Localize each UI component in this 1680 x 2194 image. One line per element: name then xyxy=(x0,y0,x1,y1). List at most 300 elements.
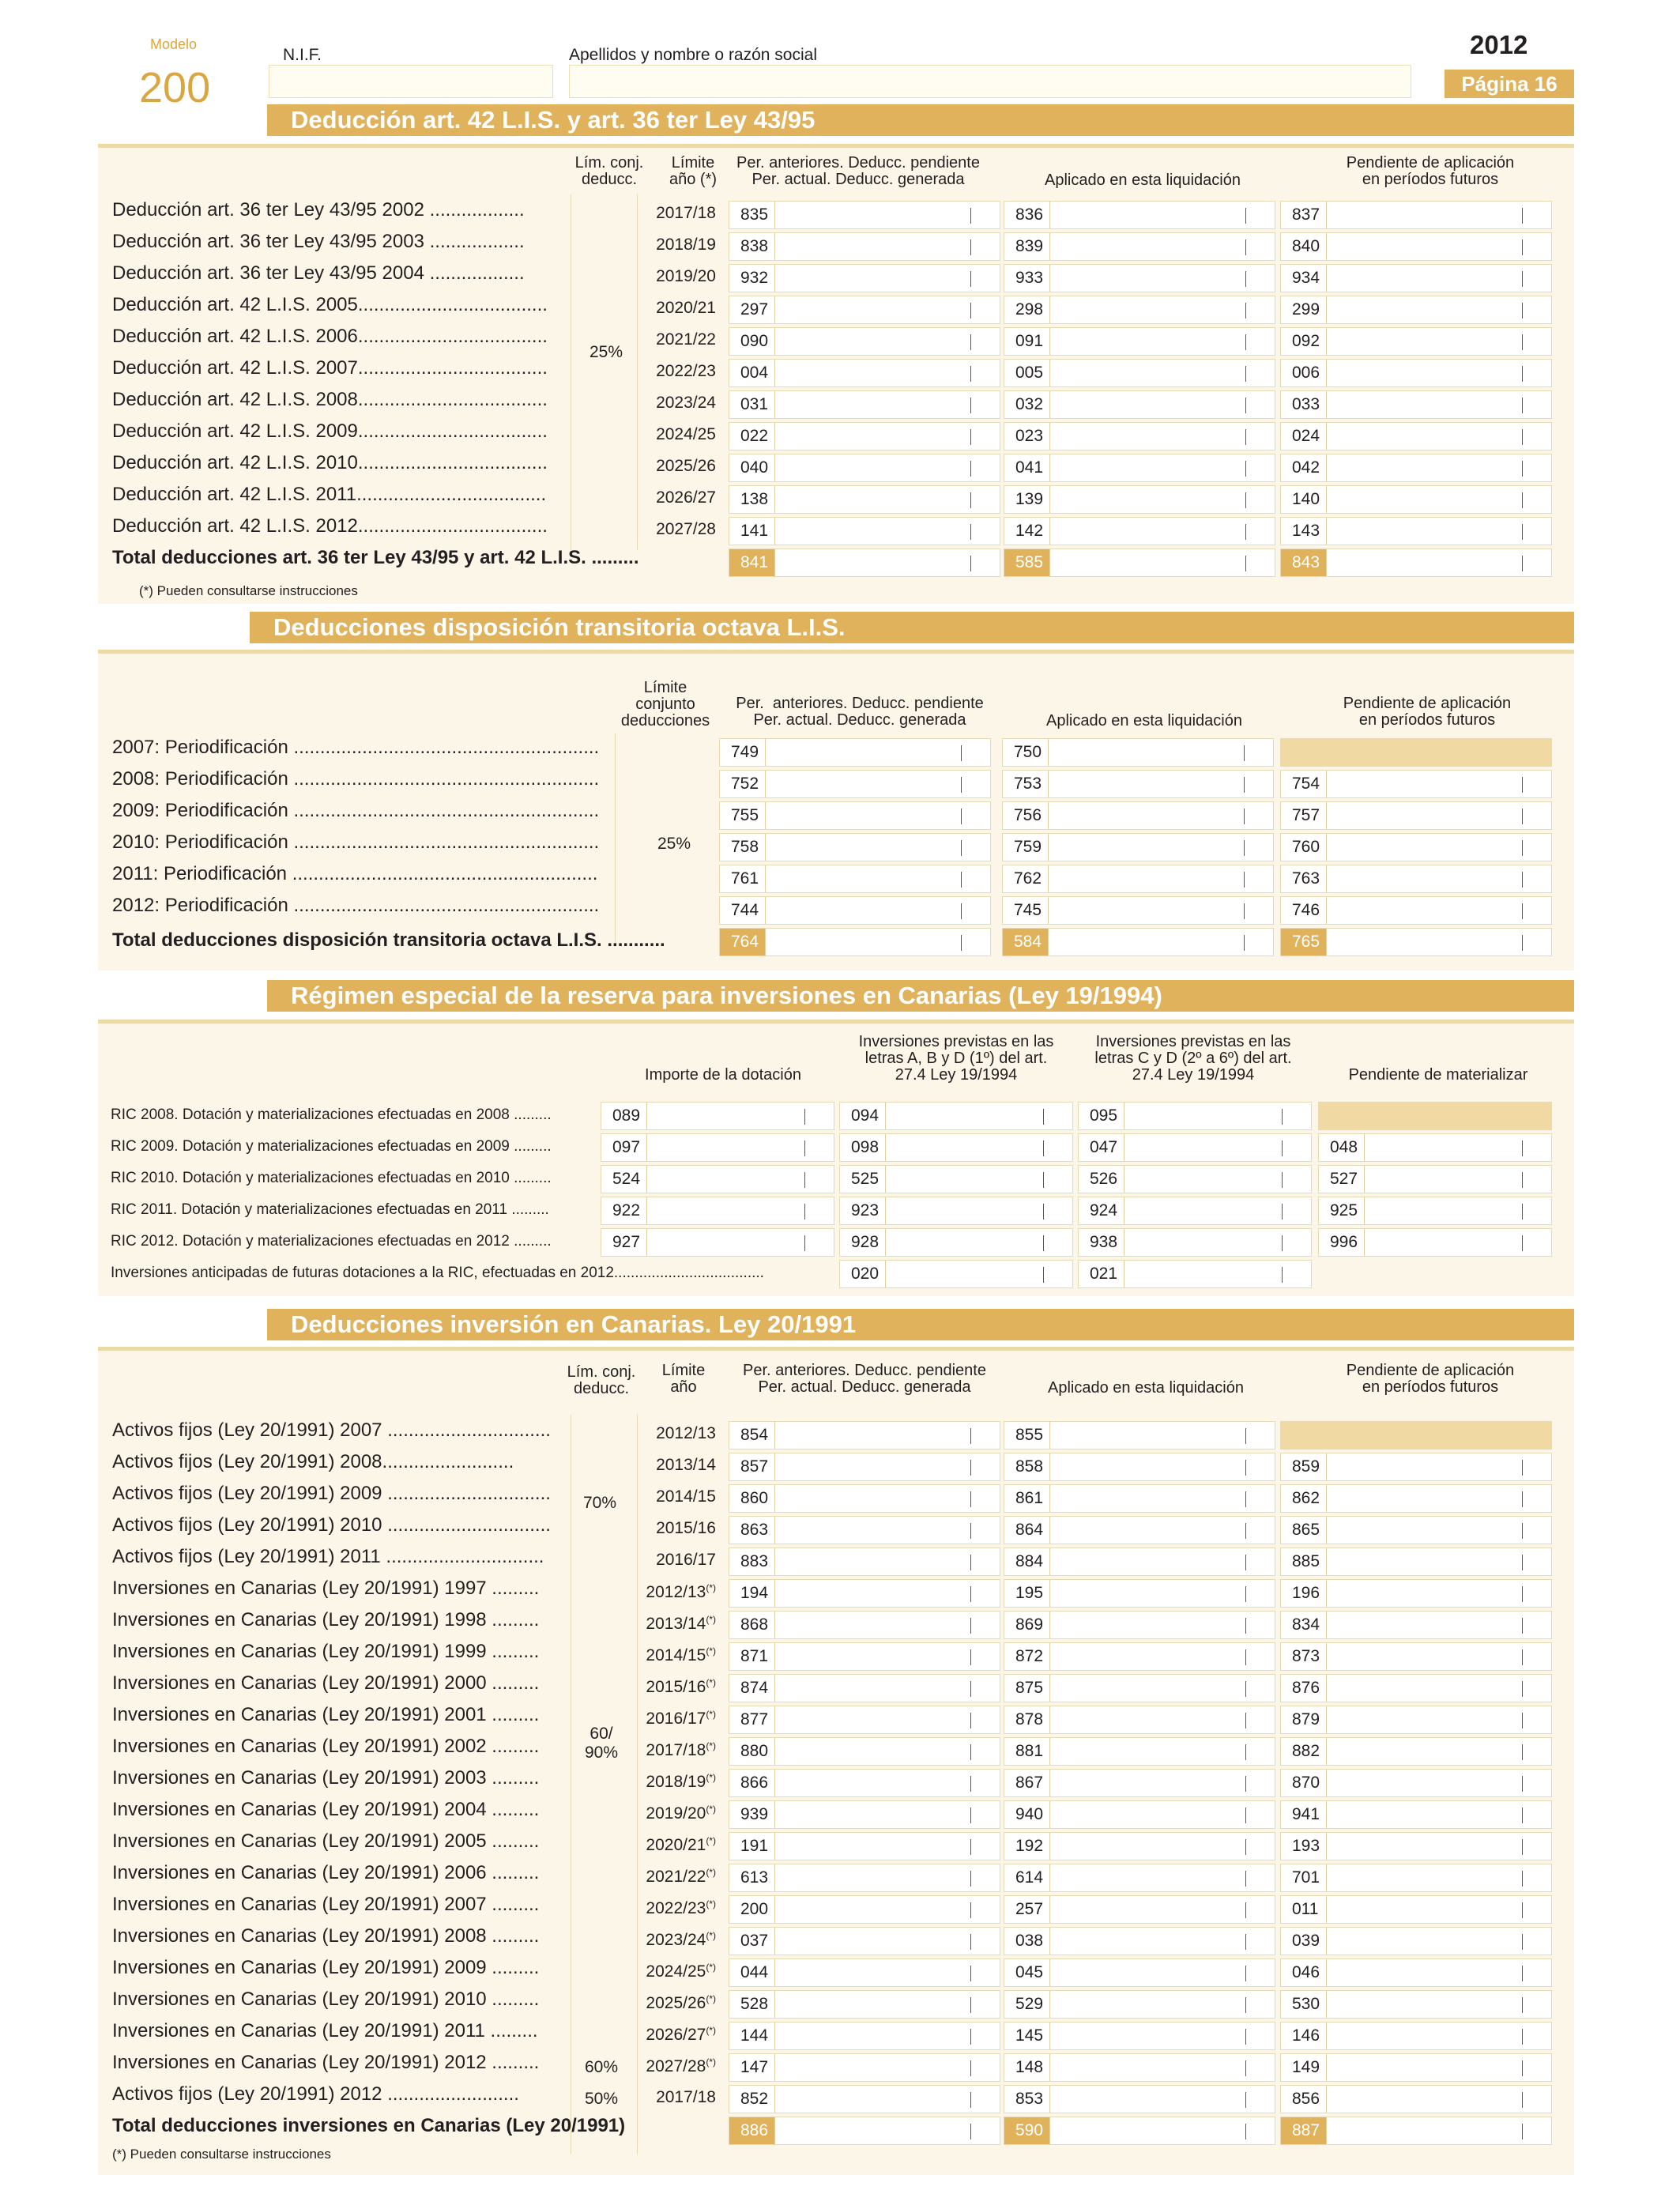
s1-box-c[interactable] xyxy=(1280,327,1552,356)
s2-box-a[interactable] xyxy=(719,801,991,830)
decimal-separator xyxy=(970,1902,971,1918)
box-code: 757 xyxy=(1281,802,1327,829)
box-code: 941 xyxy=(1281,1801,1327,1828)
s1-total-b[interactable] xyxy=(1004,548,1275,577)
box-code: 011 xyxy=(1281,1896,1327,1923)
s1-total-c[interactable] xyxy=(1280,548,1552,577)
box-code: 755 xyxy=(720,802,766,829)
box-code: 763 xyxy=(1281,865,1327,892)
s1-box-b[interactable] xyxy=(1004,232,1275,261)
s3-box-a[interactable] xyxy=(601,1165,834,1193)
year-label: 2012 xyxy=(1470,30,1528,59)
s2-total-c[interactable] xyxy=(1280,928,1552,956)
s1-box-c[interactable] xyxy=(1280,296,1552,324)
s2-box-c[interactable] xyxy=(1280,833,1552,861)
s4-box-c[interactable] xyxy=(1280,1895,1552,1924)
decimal-separator xyxy=(1522,2060,1523,2076)
s1-box-b[interactable] xyxy=(1004,327,1275,356)
s3-box-b[interactable] xyxy=(839,1133,1073,1162)
box-code: 299 xyxy=(1281,296,1327,323)
box-code: 764 xyxy=(720,929,766,956)
section3-title: Régimen especial de la reserva para inversiones en Canarias (Ley 19/1994) xyxy=(267,980,1574,1012)
limit-year-text: 2027/28 xyxy=(656,520,716,538)
s1-box-c[interactable] xyxy=(1280,422,1552,450)
s2-box-c[interactable] xyxy=(1280,770,1552,798)
decimal-separator xyxy=(1244,777,1245,793)
s2-box-b[interactable] xyxy=(1002,833,1274,861)
modelo-label: Modelo xyxy=(150,36,198,52)
decimal-separator xyxy=(1245,1744,1246,1760)
box-code: 754 xyxy=(1281,771,1327,797)
limit-year-text: 2016/17 xyxy=(646,1710,706,1728)
s1-row-label: Deducción art. 42 L.I.S. 2011.................................... xyxy=(112,484,547,505)
s4-box-b[interactable] xyxy=(1004,1611,1275,1639)
decimal-separator xyxy=(1522,1966,1523,1981)
decimal-separator xyxy=(1245,429,1246,445)
s4-row-label: Inversiones en Canarias (Ley 20/1991) 2004 ......... xyxy=(112,1799,540,1820)
s4-box-b[interactable] xyxy=(1004,1832,1275,1860)
s4-box-a[interactable] xyxy=(729,1706,1000,1734)
box-code: 934 xyxy=(1281,265,1327,292)
s4-box-b[interactable] xyxy=(1004,1642,1275,1671)
limit-year-text: 2015/16 xyxy=(656,1519,716,1537)
s4-box-c[interactable] xyxy=(1280,2053,1552,2082)
decimal-separator xyxy=(1245,524,1246,540)
decimal-separator xyxy=(961,935,962,951)
s4-box-a[interactable] xyxy=(729,1737,1000,1766)
s3-box-a[interactable] xyxy=(601,1197,834,1225)
s4-box-b[interactable] xyxy=(1004,1579,1275,1608)
s1-box-b[interactable] xyxy=(1004,485,1275,514)
limit-year xyxy=(637,1519,716,1538)
s4-box-c[interactable] xyxy=(1280,1674,1552,1702)
decimal-separator xyxy=(1522,872,1523,888)
decimal-separator xyxy=(1522,840,1523,856)
s4-row-pct: 50% xyxy=(585,2090,619,2108)
s1-box-a[interactable] xyxy=(729,390,1000,419)
limit-year-text: 2020/21 xyxy=(656,299,716,317)
s1-col-limite: Límite año (*) xyxy=(669,154,718,188)
s1-box-a[interactable] xyxy=(729,296,1000,324)
decimal-separator xyxy=(1522,239,1523,255)
s4-box-b[interactable] xyxy=(1004,1706,1275,1734)
s2-box-c[interactable] xyxy=(1280,738,1552,767)
limit-year-text: 2024/25 xyxy=(646,1962,706,1981)
box-code: 045 xyxy=(1004,1959,1050,1986)
s4-box-b[interactable] xyxy=(1004,1484,1275,1513)
box-code: 932 xyxy=(729,265,775,292)
s1-box-b[interactable] xyxy=(1004,517,1275,545)
s4-box-a[interactable] xyxy=(729,1579,1000,1608)
s3-box-c[interactable] xyxy=(1078,1165,1312,1193)
name-label: Apellidos y nombre o razón social xyxy=(569,46,817,64)
s4-total-a[interactable] xyxy=(729,2117,1000,2145)
box-code: 140 xyxy=(1281,486,1327,513)
s4-box-c[interactable] xyxy=(1280,1800,1552,1829)
s3-box-a[interactable] xyxy=(601,1102,834,1130)
s4-box-a[interactable] xyxy=(729,1453,1000,1481)
s1-box-c[interactable] xyxy=(1280,485,1552,514)
s3-box-d[interactable] xyxy=(1318,1197,1552,1225)
s4-box-c[interactable] xyxy=(1280,1516,1552,1544)
s3-box-d[interactable] xyxy=(1318,1165,1552,1193)
s4-box-a[interactable] xyxy=(729,1547,1000,1576)
s4-box-b[interactable] xyxy=(1004,1864,1275,1892)
box-code: 877 xyxy=(729,1706,775,1733)
s4-box-b[interactable] xyxy=(1004,2022,1275,2050)
s4-box-a[interactable] xyxy=(729,1990,1000,2019)
s4-box-a[interactable] xyxy=(729,1674,1000,1702)
s3-box-a[interactable] xyxy=(601,1228,834,1257)
box-code: 139 xyxy=(1004,486,1050,513)
s3-box-b[interactable] xyxy=(839,1228,1073,1257)
decimal-separator xyxy=(970,556,971,571)
decimal-separator xyxy=(970,1460,971,1476)
s4-box-a[interactable] xyxy=(729,2085,1000,2113)
box-code: 746 xyxy=(1281,897,1327,924)
box-code: 875 xyxy=(1004,1675,1050,1702)
s1-row-label: Deducción art. 42 L.I.S. 2010.................................... xyxy=(112,452,548,473)
box-code: 922 xyxy=(601,1197,647,1224)
limit-year-text: 2019/20 xyxy=(656,267,716,285)
decimal-separator xyxy=(1245,271,1246,287)
s2-box-a[interactable] xyxy=(719,896,991,925)
s3-box-b[interactable] xyxy=(839,1197,1073,1225)
decimal-separator xyxy=(1522,2092,1523,2108)
box-code: 837 xyxy=(1281,202,1327,228)
s4-box-a[interactable] xyxy=(729,2022,1000,2050)
footnote-mark: (*) xyxy=(706,2025,716,2036)
s4-box-a[interactable] xyxy=(729,1611,1000,1639)
s1-box-b[interactable] xyxy=(1004,454,1275,482)
limit-year xyxy=(637,299,716,318)
s2-col-c: Pendiente de aplicación en períodos futuros xyxy=(1343,695,1512,729)
limit-year-text: 2025/26 xyxy=(646,1994,706,2012)
box-code: 863 xyxy=(729,1517,775,1544)
s1-box-b[interactable] xyxy=(1004,264,1275,292)
box-code: 753 xyxy=(1003,771,1049,797)
s4-box-b[interactable] xyxy=(1004,1895,1275,1924)
box-code: 869 xyxy=(1004,1612,1050,1638)
decimal-separator xyxy=(1245,1966,1246,1981)
s1-box-a[interactable] xyxy=(729,422,1000,450)
s1-col-a: Per. anteriores. Deducc. pendiente Per. actual. Deducc. generada xyxy=(736,154,980,188)
box-code: 527 xyxy=(1319,1166,1365,1193)
s4-box-c[interactable] xyxy=(1280,1453,1552,1481)
s2-box-a[interactable] xyxy=(719,833,991,861)
s4-box-b[interactable] xyxy=(1004,1990,1275,2019)
s2-box-b[interactable] xyxy=(1002,865,1274,893)
footnote-mark: (*) xyxy=(706,1962,716,1973)
decimal-separator xyxy=(1522,1839,1523,1855)
s2-box-b[interactable] xyxy=(1002,738,1274,767)
s4-row-label: Inversiones en Canarias (Ley 20/1991) 1999 ......... xyxy=(112,1641,540,1662)
s4-box-c[interactable] xyxy=(1280,1484,1552,1513)
limit-year-text: 2021/22 xyxy=(656,330,716,349)
box-code: 938 xyxy=(1079,1229,1124,1256)
s1-row-label: Deducción art. 42 L.I.S. 2007.................................... xyxy=(112,357,548,379)
s4-box-c[interactable] xyxy=(1280,1547,1552,1576)
footnote-mark: (*) xyxy=(706,1804,716,1815)
s1-box-b[interactable] xyxy=(1004,359,1275,387)
s2-total-a[interactable] xyxy=(719,928,991,956)
decimal-separator xyxy=(1522,1523,1523,1539)
decimal-separator xyxy=(1522,461,1523,477)
s4-box-b[interactable] xyxy=(1004,1453,1275,1481)
s1-box-c[interactable] xyxy=(1280,454,1552,482)
s1-box-c[interactable] xyxy=(1280,390,1552,419)
box-code: 745 xyxy=(1003,897,1049,924)
s3-anticipadas-b[interactable] xyxy=(839,1260,1073,1288)
limit-year xyxy=(637,1962,716,1981)
s1-box-a[interactable] xyxy=(729,232,1000,261)
box-code: 042 xyxy=(1281,454,1327,481)
s2-box-b[interactable] xyxy=(1002,801,1274,830)
decimal-separator xyxy=(1522,1649,1523,1665)
s1-box-b[interactable] xyxy=(1004,201,1275,229)
decimal-separator xyxy=(961,777,962,793)
s4-box-a[interactable] xyxy=(729,1800,1000,1829)
s4-box-a[interactable] xyxy=(729,1864,1000,1892)
decimal-separator xyxy=(1522,1618,1523,1634)
s2-box-b[interactable] xyxy=(1002,770,1274,798)
s3-box-d[interactable] xyxy=(1318,1102,1552,1130)
footnote-mark: (*) xyxy=(706,1835,716,1846)
s4-box-c[interactable] xyxy=(1280,1737,1552,1766)
s4-row-label: Inversiones en Canarias (Ley 20/1991) 2001 ......... xyxy=(112,1704,540,1725)
s4-box-b[interactable] xyxy=(1004,2085,1275,2113)
s4-box-c[interactable] xyxy=(1280,1864,1552,1892)
limit-year xyxy=(637,457,716,476)
s4-box-b[interactable] xyxy=(1004,1516,1275,1544)
s4-box-c[interactable] xyxy=(1280,1927,1552,1955)
decimal-separator xyxy=(1245,334,1246,350)
s4-box-c[interactable] xyxy=(1280,2085,1552,2113)
decimal-separator xyxy=(1043,1140,1044,1156)
s3-box-b[interactable] xyxy=(839,1102,1073,1130)
s4-box-a[interactable] xyxy=(729,1642,1000,1671)
box-code: 928 xyxy=(840,1229,886,1256)
s1-box-b[interactable] xyxy=(1004,296,1275,324)
decimal-separator xyxy=(970,1555,971,1570)
s2-box-c[interactable] xyxy=(1280,865,1552,893)
box-code: 876 xyxy=(1281,1675,1327,1702)
s2-total-b[interactable] xyxy=(1002,928,1274,956)
s4-box-b[interactable] xyxy=(1004,1737,1275,1766)
decimal-separator xyxy=(970,1681,971,1697)
decimal-separator xyxy=(1522,1681,1523,1697)
s3-anticipadas-c[interactable] xyxy=(1078,1260,1312,1288)
decimal-separator xyxy=(1245,1555,1246,1570)
box-code: 925 xyxy=(1319,1197,1365,1224)
s4-box-c[interactable] xyxy=(1280,1706,1552,1734)
footnote-mark: (*) xyxy=(706,1677,716,1688)
box-code: 020 xyxy=(840,1261,886,1287)
s1-box-c[interactable] xyxy=(1280,517,1552,545)
s4-box-a[interactable] xyxy=(729,1927,1000,1955)
nif-field[interactable] xyxy=(269,65,553,98)
s4-box-a[interactable] xyxy=(729,1484,1000,1513)
s1-box-c[interactable] xyxy=(1280,201,1552,229)
s4-box-c[interactable] xyxy=(1280,1990,1552,2019)
s1-box-c[interactable] xyxy=(1280,232,1552,261)
box-code: 860 xyxy=(729,1485,775,1512)
limit-year-text: 2017/18 xyxy=(656,2088,716,2106)
s4-box-c[interactable] xyxy=(1280,1421,1552,1449)
s1-box-a[interactable] xyxy=(729,201,1000,229)
decimal-separator xyxy=(1245,1428,1246,1444)
footnote-mark: (*) xyxy=(706,1740,716,1751)
box-code: 585 xyxy=(1004,549,1050,576)
s1-box-a[interactable] xyxy=(729,327,1000,356)
s4-box-c[interactable] xyxy=(1280,1769,1552,1797)
decimal-separator xyxy=(1522,524,1523,540)
s4-box-c[interactable] xyxy=(1280,1611,1552,1639)
box-code: 884 xyxy=(1004,1548,1050,1575)
decimal-separator xyxy=(1244,903,1245,919)
decimal-separator xyxy=(961,903,962,919)
decimal-separator xyxy=(1043,1172,1044,1188)
name-field[interactable] xyxy=(569,65,1411,98)
decimal-separator xyxy=(970,239,971,255)
s4-total-b[interactable] xyxy=(1004,2117,1275,2145)
s4-box-a[interactable] xyxy=(729,1516,1000,1544)
s4-row-label: Inversiones en Canarias (Ley 20/1991) 2008 ......... xyxy=(112,1925,540,1947)
decimal-separator xyxy=(970,1586,971,1602)
s1-box-a[interactable] xyxy=(729,359,1000,387)
box-code: 878 xyxy=(1004,1706,1050,1733)
s4-box-b[interactable] xyxy=(1004,1547,1275,1576)
s4-box-b[interactable] xyxy=(1004,1800,1275,1829)
s3-box-c[interactable] xyxy=(1078,1102,1312,1130)
s1-box-c[interactable] xyxy=(1280,359,1552,387)
s3-box-c[interactable] xyxy=(1078,1133,1312,1162)
limit-year xyxy=(637,488,716,507)
s4-box-b[interactable] xyxy=(1004,1421,1275,1449)
s4-box-a[interactable] xyxy=(729,2053,1000,2082)
s4-row-label: Inversiones en Canarias (Ley 20/1991) 2007 ......... xyxy=(112,1894,540,1915)
box-code: 047 xyxy=(1079,1134,1124,1161)
decimal-separator xyxy=(970,1713,971,1728)
s4-box-c[interactable] xyxy=(1280,1579,1552,1608)
box-code: 191 xyxy=(729,1833,775,1860)
decimal-separator xyxy=(1245,1586,1246,1602)
decimal-separator xyxy=(1522,903,1523,919)
box-code: 031 xyxy=(729,391,775,418)
s4-box-a[interactable] xyxy=(729,1832,1000,1860)
s2-box-b[interactable] xyxy=(1002,896,1274,925)
s1-box-a[interactable] xyxy=(729,264,1000,292)
s4-box-c[interactable] xyxy=(1280,1642,1552,1671)
s2-box-a[interactable] xyxy=(719,865,991,893)
s4-box-c[interactable] xyxy=(1280,1832,1552,1860)
box-code: 868 xyxy=(729,1612,775,1638)
decimal-separator xyxy=(1282,1172,1283,1188)
s1-total-label: Total deducciones art. 36 ter Ley 43/95 y art. 42 L.I.S. ......... xyxy=(112,547,639,568)
s4-box-b[interactable] xyxy=(1004,1927,1275,1955)
s1-box-c[interactable] xyxy=(1280,264,1552,292)
box-code: 092 xyxy=(1281,328,1327,355)
s4-box-a[interactable] xyxy=(729,1958,1000,1987)
box-code: 923 xyxy=(840,1197,886,1224)
footnote-mark: (*) xyxy=(706,1898,716,1909)
decimal-separator xyxy=(1522,1235,1523,1251)
s1-box-a[interactable] xyxy=(729,485,1000,514)
box-code: 530 xyxy=(1281,1991,1327,2018)
s1-box-a[interactable] xyxy=(729,454,1000,482)
box-code: 841 xyxy=(729,549,775,576)
decimal-separator xyxy=(970,1839,971,1855)
s2-box-c[interactable] xyxy=(1280,896,1552,925)
decimal-separator xyxy=(1244,840,1245,856)
s2-box-a[interactable] xyxy=(719,770,991,798)
s1-box-b[interactable] xyxy=(1004,390,1275,419)
decimal-separator xyxy=(1245,366,1246,382)
decimal-separator xyxy=(1522,398,1523,413)
limit-year xyxy=(637,1804,716,1823)
s4-row-label: Inversiones en Canarias (Ley 20/1991) 2005 ......... xyxy=(112,1830,540,1852)
s4-box-c[interactable] xyxy=(1280,2022,1552,2050)
s3-anticipadas-label: Inversiones anticipadas de futuras dotaciones a la RIC, efectuadas en 2012.................................... xyxy=(111,1265,764,1281)
s4-row-label: Inversiones en Canarias (Ley 20/1991) 2010 ......... xyxy=(112,1989,540,2010)
s3-box-b[interactable] xyxy=(839,1165,1073,1193)
s3-box-c[interactable] xyxy=(1078,1197,1312,1225)
s4-box-b[interactable] xyxy=(1004,1769,1275,1797)
s4-box-b[interactable] xyxy=(1004,1958,1275,1987)
limit-year xyxy=(637,1551,716,1570)
decimal-separator xyxy=(1244,935,1245,951)
s4-box-c[interactable] xyxy=(1280,1958,1552,1987)
decimal-separator xyxy=(1522,1586,1523,1602)
limit-year-text: 2025/26 xyxy=(656,457,716,475)
box-code: 145 xyxy=(1004,2022,1050,2049)
s4-col-lim: Lím. conj. deducc. xyxy=(567,1363,636,1397)
s3-box-c[interactable] xyxy=(1078,1228,1312,1257)
s3-box-a[interactable] xyxy=(601,1133,834,1162)
s4-box-a[interactable] xyxy=(729,1895,1000,1924)
limit-year xyxy=(637,520,716,539)
s1-total-a[interactable] xyxy=(729,548,1000,577)
box-code: 862 xyxy=(1281,1485,1327,1512)
modelo-number: 200 xyxy=(139,64,211,111)
box-code: 148 xyxy=(1004,2054,1050,2081)
box-code: 852 xyxy=(729,2086,775,2113)
decimal-separator xyxy=(1043,1267,1044,1283)
box-code: 098 xyxy=(840,1134,886,1161)
footnote-mark: (*) xyxy=(706,1709,716,1720)
s3-box-d[interactable] xyxy=(1318,1228,1552,1257)
box-code: 193 xyxy=(1281,1833,1327,1860)
decimal-separator xyxy=(1282,1140,1283,1156)
s4-box-a[interactable] xyxy=(729,1421,1000,1449)
limit-year-text: 2024/25 xyxy=(656,425,716,443)
box-code: 141 xyxy=(729,518,775,545)
decimal-separator xyxy=(1522,556,1523,571)
s1-box-b[interactable] xyxy=(1004,422,1275,450)
decimal-separator xyxy=(1245,1713,1246,1728)
s4-total-c[interactable] xyxy=(1280,2117,1552,2145)
decimal-separator xyxy=(1522,1140,1523,1156)
s4-box-a[interactable] xyxy=(729,1769,1000,1797)
s4-box-b[interactable] xyxy=(1004,2053,1275,2082)
box-code: 525 xyxy=(840,1166,886,1193)
s2-box-a[interactable] xyxy=(719,738,991,767)
box-code: 038 xyxy=(1004,1928,1050,1955)
s1-box-a[interactable] xyxy=(729,517,1000,545)
s2-box-c[interactable] xyxy=(1280,801,1552,830)
s4-box-b[interactable] xyxy=(1004,1674,1275,1702)
s3-box-d[interactable] xyxy=(1318,1133,1552,1162)
